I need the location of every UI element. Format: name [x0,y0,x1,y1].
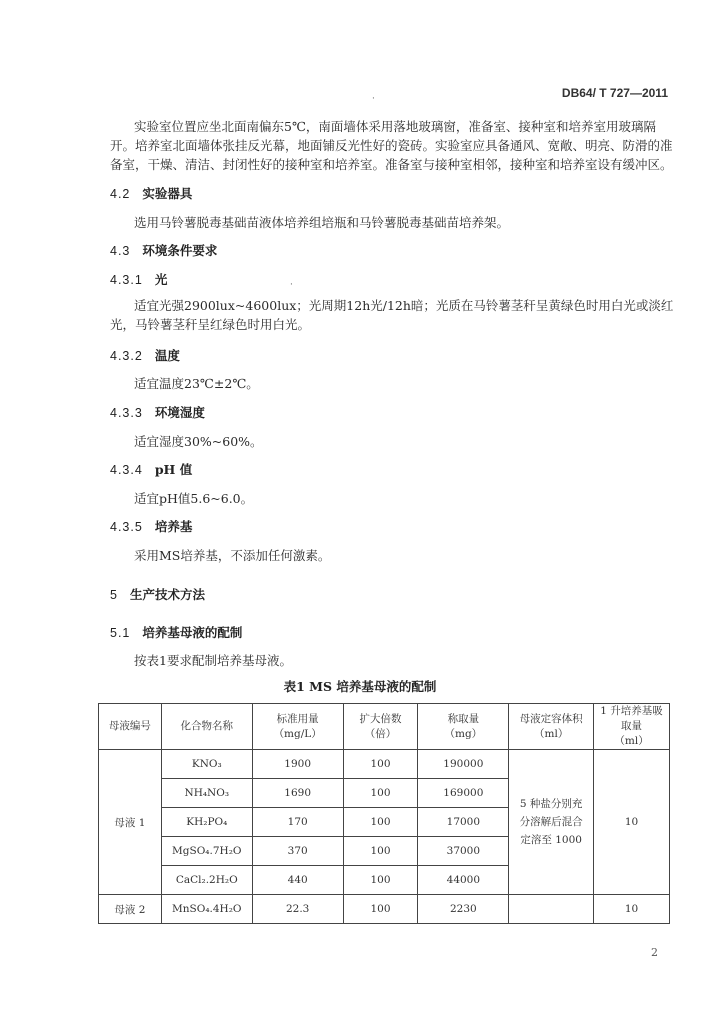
section-number: 4.3 [110,244,131,258]
section-heading-4-3-4 [110,460,192,478]
weighed-amount-cell: 37000 [418,837,509,866]
standard-amount-cell: 170 [252,808,343,837]
intro-paragraph: 实验室位置应坐北面南偏东5℃，南面墙体采用落地玻璃窗，准备室、接种室和培养室用玻璃隔开。培养室北面墙体张挂反光幕，地面铺反光性好的瓷砖。实验室应具备通风、宽敞、明亮、防滑的准备室，干燥、清洁、封闭性好的接种室和培养室。准备室与接种室相邻，接种室和培养室设有缓冲区。 [110,119,673,172]
multiplier-cell: 100 [343,779,418,808]
compound-cell: CaCl₂.2H₂O [161,866,252,895]
multiplier-cell: 100 [343,808,418,837]
multiplier-cell: 100 [343,895,418,924]
table-row [99,895,670,924]
section-title: 温度 [154,348,180,363]
header-cell: 称取量 （mg） [418,704,509,750]
document-code-header: DB64/ T 727—2011 [561,86,668,100]
section-number: 5.1 [110,626,131,640]
volume-note-cell [509,895,594,924]
multiplier-cell: 100 [343,837,418,866]
section-heading-4-3-2 [110,346,180,364]
compound-cell: KNO₃ [161,750,252,779]
section-heading-4-3 [110,241,217,259]
section-5-1-text: 按表1要求配制培养基母液。 [134,653,292,668]
section-number: 4.3.3 [110,406,143,420]
section-4-3-4-text: 适宜pH值5.6~6.0。 [134,491,254,506]
section-heading-5 [110,585,205,603]
standard-amount-cell: 440 [252,866,343,895]
weighed-amount-cell: 169000 [418,779,509,808]
section-heading-4-3-1 [110,270,167,288]
section-number: 4.3.1 [110,273,143,287]
take-amount-cell: 10 [594,750,670,895]
section-title: 环境条件要求 [142,243,218,258]
standard-amount-cell: 1900 [252,750,343,779]
scan-speck: · [372,94,375,104]
stock-id-cell: 母液 1 [99,750,162,895]
header-cell: 化合物名称 [161,704,252,750]
section-title: 实验器具 [142,186,193,201]
compound-cell: NH₄NO₃ [161,779,252,808]
standard-amount-cell: 1690 [252,779,343,808]
header-cell: 母液定容体积 （ml） [509,704,594,750]
header-cell: 标准用量 （mg/L） [252,704,343,750]
section-title: 生产技术方法 [129,587,205,602]
section-heading-4-3-5 [110,517,192,535]
section-4-3-2-text: 适宜温度23℃±2℃。 [134,376,259,391]
section-4-3-3-text: 适宜湿度30%~60%。 [134,434,263,449]
section-heading-5-1 [110,623,242,641]
table-caption: 表1 MS 培养基母液的配制 [283,679,437,694]
section-number: 5 [110,588,118,602]
section-title: 光 [154,272,168,287]
standard-amount-cell: 370 [252,837,343,866]
section-title: 培养基 [154,519,193,534]
section-title: 环境湿度 [154,405,205,420]
volume-note-cell: 5 种盐分别充分溶解后混合定溶至 1000 [509,750,594,895]
table-row [99,750,670,779]
take-amount-cell: 10 [594,895,670,924]
section-4-3-1-text: 适宜光强2900lux~4600lux；光周期12h光/12h暗；光质在马铃薯茎秆呈黄绿色时用白光或淡红光，马铃薯茎秆呈红绿色时用白光。 [110,298,674,332]
weighed-amount-cell: 190000 [418,750,509,779]
scan-speck: · [290,280,293,290]
weighed-amount-cell: 44000 [418,866,509,895]
weighed-amount-cell: 2230 [418,895,509,924]
standard-amount-cell: 22.3 [252,895,343,924]
section-number: 4.3.2 [110,349,143,363]
section-4-2-text: 选用马铃薯脱毒基础苗液体培养组培瓶和马铃薯脱毒基础苗培养架。 [134,215,510,230]
section-title: 培养基母液的配制 [142,625,243,640]
section-title: pH 值 [154,462,193,477]
section-heading-4-2 [110,184,192,202]
multiplier-cell: 100 [343,866,418,895]
section-4-3-5-text: 采用MS培养基，不添加任何激素。 [134,548,331,563]
section-number: 4.3.4 [110,463,143,477]
compound-cell: MgSO₄.7H₂O [161,837,252,866]
multiplier-cell: 100 [343,750,418,779]
header-cell: 1 升培养基吸取量 （ml） [594,704,670,750]
weighed-amount-cell: 17000 [418,808,509,837]
ms-stock-solution-table [98,703,670,924]
header-cell: 母液编号 [99,704,162,750]
header-cell: 扩大倍数 （倍） [343,704,418,750]
table-header-row [99,704,670,750]
compound-cell: KH₂PO₄ [161,808,252,837]
stock-id-cell: 母液 2 [99,895,162,924]
section-heading-4-3-3 [110,403,205,421]
section-number: 4.2 [110,187,131,201]
section-number: 4.3.5 [110,520,143,534]
compound-cell: MnSO₄.4H₂O [161,895,252,924]
page-number: 2 [651,946,658,959]
